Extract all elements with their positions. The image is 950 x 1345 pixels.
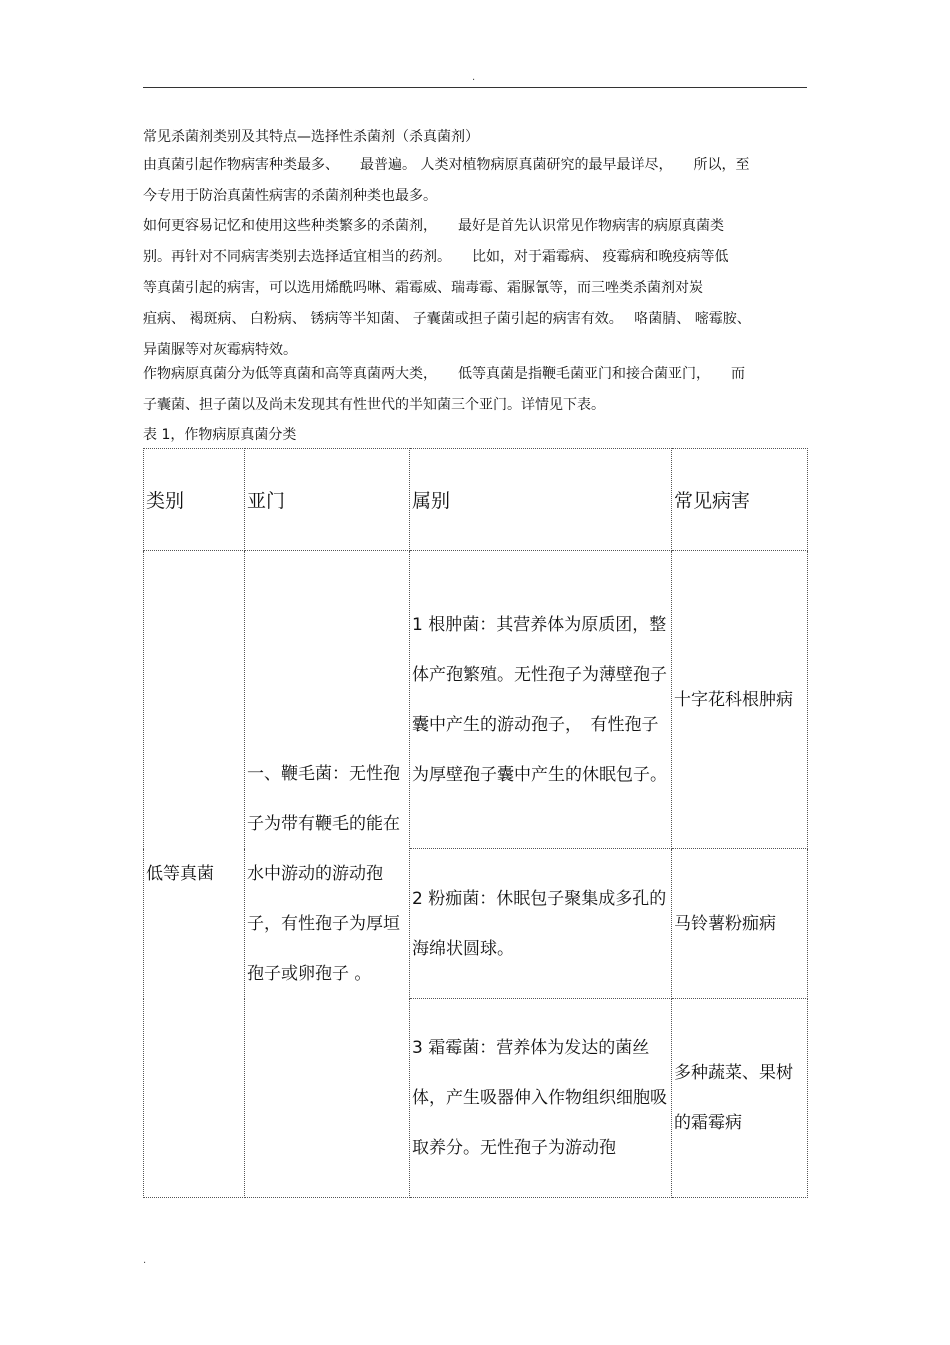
text-line: 异菌脲等对灰霉病特效。 [143, 342, 297, 358]
disease-cell: 马铃薯粉痂病 [672, 849, 808, 999]
text-line: 疽病、 褐斑病、 白粉病、 锈病等半知菌、 子囊菌或担子菌引起的病害有效。 咯菌腈、 嘧霉胺、 [143, 311, 751, 327]
disease-cell: 多种蔬菜、果树的霜霉病 [672, 999, 808, 1198]
category-cell: 低等真菌 [144, 551, 245, 1198]
paragraph-classification [143, 359, 807, 421]
text-line: 子囊菌、担子菌以及尚未发现其有性世代的半知菌三个亚门。详情见下表。 [143, 397, 605, 413]
section-title [143, 122, 807, 153]
table-caption [143, 420, 807, 451]
genus-cell: 3 霜霉菌：营养体为发达的菌丝体，产生吸器伸入作物组织细胞吸取养分。无性孢子为游动孢 [410, 999, 672, 1198]
subphylum-cell: 一、鞭毛菌：无性孢子为带有鞭毛的能在水中游动的游动孢子，有性孢子为厚垣孢子或卵孢子 。 [245, 551, 410, 1198]
table-header-row [144, 449, 808, 551]
text-line: 等真菌引起的病害，可以选用烯酰吗啉、霜霉威、瑞毒霉、霜脲氰等，而三唑类杀菌剂对炭 [143, 280, 703, 296]
text-line: 作物病原真菌分为低等真菌和高等真菌两大类， 低等真菌是指鞭毛菌亚门和接合菌亚门， 而 [143, 366, 745, 382]
genus-cell: 1 根肿菌：其营养体为原质团，整体产孢繁殖。无性孢子为薄壁孢子囊中产生的游动孢子， 有性孢子为厚壁孢子囊中产生的休眠包子。 [410, 551, 672, 849]
table-row [144, 551, 808, 849]
text-line: 别。再针对不同病害类别去选择适宜相当的药剂。 比如，对于霜霉病、 疫霉病和晚疫病等低 [143, 249, 729, 265]
genus-cell: 2 粉痂菌：休眠包子聚集成多孔的海绵状圆球。 [410, 849, 672, 999]
fungi-classification-table [143, 448, 808, 1198]
paragraph-intro [143, 150, 807, 212]
text-line: 如何更容易记忆和使用这些种类繁多的杀菌剂， 最好是首先认识常见作物病害的病原真菌类 [143, 218, 724, 234]
header-genus: 属别 [410, 449, 672, 551]
text-line: 常见杀菌剂类别及其特点—选择性杀菌剂（杀真菌剂） [143, 129, 479, 145]
header-rule [143, 87, 807, 88]
text-line: 今专用于防治真菌性病害的杀菌剂种类也最多。 [143, 188, 437, 204]
text-line: 表 1，作物病原真菌分类 [143, 427, 297, 443]
header-disease: 常见病害 [672, 449, 808, 551]
disease-cell: 十字花科根肿病 [672, 551, 808, 849]
footer-mark: . [143, 1255, 147, 1266]
header-mark: . [472, 72, 476, 83]
paragraph-selection [143, 211, 807, 366]
header-category: 类别 [144, 449, 245, 551]
header-subphylum: 亚门 [245, 449, 410, 551]
text-line: 由真菌引起作物病害种类最多、 最普遍。 人类对植物病原真菌研究的最早最详尽， 所以，至 [143, 157, 750, 173]
